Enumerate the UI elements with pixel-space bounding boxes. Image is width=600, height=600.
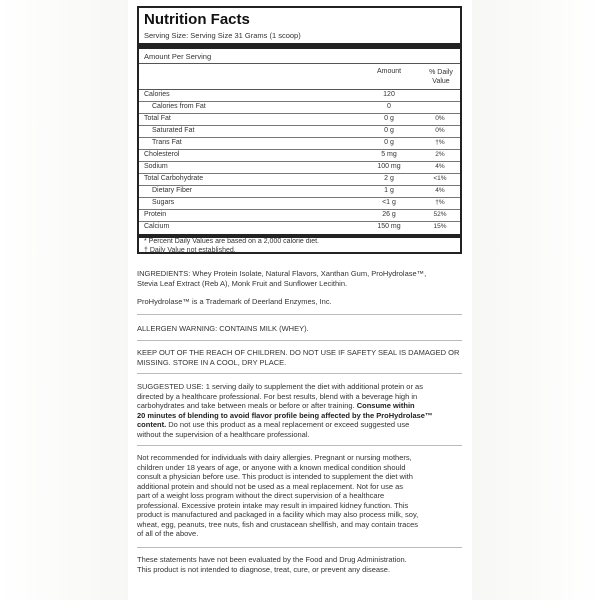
nutrient-name: Sugars: [152, 199, 175, 206]
nutrient-row-calories: [139, 90, 460, 102]
column-header-dv-line1: % Daily: [429, 69, 453, 76]
nutrient-name: Sodium: [144, 163, 168, 170]
nutrient-amount: 120: [383, 91, 395, 98]
nutrient-daily-value: 0%: [435, 127, 445, 134]
footnote-not-established: † Daily Value not established.: [144, 247, 236, 254]
nutrient-row-dietary-fiber: [139, 186, 460, 198]
nutrient-name: Saturated Fat: [152, 127, 195, 134]
nutrient-row-total-fat: [139, 114, 460, 126]
trademark-note: ProHydrolase™ is a Trademark of Deerland Enzymes, Inc.: [137, 297, 332, 306]
nutrient-daily-value: †%: [435, 199, 445, 206]
caution-line: product is manufactured and packaged in a facility which may also process milk, soy,: [137, 510, 419, 519]
fda-disclaimer: [137, 555, 462, 574]
nutrient-amount: 150 mg: [377, 223, 401, 230]
nutrient-row-total-carbohydrate: [139, 174, 460, 186]
suggested-use-line: directed by a healthcare professional. For best results, blend with a beverage high in: [137, 391, 418, 401]
column-header-dv-line2: Value: [432, 78, 450, 85]
nutrient-row-protein: [139, 210, 460, 222]
column-header-daily-value: [422, 68, 460, 86]
caution-line: Not recommended for individuals with dairy allergies. Pregnant or nursing mothers,: [137, 453, 412, 462]
nutrient-name: Dietary Fiber: [152, 187, 193, 194]
section-divider: [137, 547, 462, 548]
suggested-use-line: [137, 411, 462, 421]
footnote-daily-values: * Percent Daily Values are based on a 2,000 calorie diet.: [144, 238, 319, 245]
nutrient-name: Trans Fat: [152, 139, 182, 146]
section-divider: [137, 445, 462, 446]
caution-section: [137, 453, 462, 539]
nutrient-amount: 0: [387, 103, 391, 110]
nutrient-amount: 26 g: [382, 211, 396, 218]
thick-divider: [139, 43, 460, 49]
nutrient-row-calories-from-fat: [139, 102, 460, 114]
nutrient-name: Total Carbohydrate: [144, 175, 204, 182]
suggested-use-line: [137, 420, 462, 430]
nutrient-row-saturated-fat: [139, 126, 460, 138]
nutrient-daily-value: †%: [435, 139, 445, 146]
divider: [139, 63, 460, 64]
caution-line: professional. Excessive protein intake may result in impaired kidney function. This: [137, 500, 409, 510]
nutrient-row-cholesterol: [139, 150, 460, 162]
nutrient-daily-value: 2%: [435, 151, 445, 158]
nutrient-row-trans-fat: [139, 138, 460, 150]
caution-line: additional protein and should not be used as a meal replacement. Not for use as: [137, 481, 404, 491]
ingredients-section: [137, 269, 462, 288]
suggested-use-text: carbohydrates and take between meals or before or after training.: [137, 401, 355, 410]
nutrient-amount: 100 mg: [377, 163, 401, 170]
caution-line: consult a physician before use. This product is intended to supplement the diet with: [137, 472, 413, 481]
keep-out-warning: [137, 348, 462, 367]
fda-line: This product is not intended to diagnose, treat, cure, or prevent any disease.: [137, 564, 391, 574]
keep-out-line: MISSING. STORE IN A COOL, DRY PLACE.: [137, 357, 287, 367]
suggested-use-bold: 20 minutes of blending to avoid flavor profile being affected by the ProHydrolase™: [137, 410, 433, 420]
caution-line: wheat, egg, peanuts, tree nuts, fish and crustacean shellfish, and may contain traces: [137, 519, 418, 529]
suggested-use-line: without the supervision of a healthcare professional.: [137, 429, 310, 439]
suggested-use-section: [137, 382, 462, 439]
suggested-use-bold: Consume within: [356, 401, 415, 410]
ingredients-line: Stevia Leaf Extract (Reb A), Monk Fruit and Sunflower Lecithin.: [137, 278, 348, 288]
serving-size: Serving Size: Serving Size 31 Grams (1 scoop): [144, 31, 301, 40]
nutrient-name: Calories: [144, 91, 170, 98]
suggested-use-line: SUGGESTED USE: 1 serving daily to supplement the diet with additional protein or as: [137, 382, 423, 391]
nutrient-name: Cholesterol: [144, 151, 180, 158]
nutrient-daily-value: 4%: [435, 187, 445, 194]
right-margin: [472, 0, 600, 600]
nutrient-amount: 0 g: [384, 115, 394, 122]
nutrient-amount: 0 g: [384, 127, 394, 134]
nutrient-name: Calories from Fat: [152, 103, 206, 110]
caution-line: children under 18 years of age, or anyone with a known medical condition should: [137, 462, 406, 472]
nutrient-row-sodium: [139, 162, 460, 174]
suggested-use-text: Do not use this product as a meal replacement or exceed suggested use: [168, 420, 410, 429]
nutrient-amount: 0 g: [384, 139, 394, 146]
nutrient-name: Total Fat: [144, 115, 171, 122]
nutrient-daily-value: 52%: [433, 211, 447, 218]
nutrient-daily-value: 0%: [435, 115, 445, 122]
suggested-use-bold: content.: [137, 420, 167, 429]
nutrient-row-sugars: [139, 198, 460, 210]
nutrient-row-calcium: [139, 222, 460, 234]
amount-per-serving: Amount Per Serving: [144, 52, 212, 61]
nutrient-amount: 5 mg: [381, 151, 397, 158]
allergen-warning: ALLERGEN WARNING: CONTAINS MILK (WHEY).: [137, 324, 309, 333]
nutrient-amount: 2 g: [384, 175, 394, 182]
keep-out-line: KEEP OUT OF THE REACH OF CHILDREN. DO NOT USE IF SAFETY SEAL IS DAMAGED OR: [137, 348, 460, 357]
column-header-amount: Amount: [377, 68, 402, 75]
section-divider: [137, 314, 462, 315]
nutrition-facts-panel: [137, 6, 462, 254]
nutrient-name: Protein: [144, 211, 167, 218]
section-divider: [137, 373, 462, 374]
ingredients-line: INGREDIENTS: Whey Protein Isolate, Natural Flavors, Xanthan Gum, ProHydrolase™,: [137, 269, 427, 278]
caution-line: part of a weight loss program without the direct supervision of a healthcare: [137, 491, 385, 500]
left-margin: [0, 0, 128, 600]
nutrient-amount: 1 g: [384, 187, 394, 194]
caution-line: of all of the above.: [137, 529, 199, 538]
suggested-use-line: [137, 401, 462, 411]
nutrient-daily-value: 4%: [435, 163, 445, 170]
section-divider: [137, 340, 462, 341]
nutrient-amount: <1 g: [382, 199, 396, 206]
fda-line: These statements have not been evaluated by the Food and Drug Administration.: [137, 555, 407, 564]
nutrient-name: Calcium: [144, 223, 170, 230]
nutrient-daily-value: 15%: [433, 223, 447, 230]
nutrient-daily-value: <1%: [433, 175, 447, 182]
nutrition-title: Nutrition Facts: [144, 11, 250, 28]
